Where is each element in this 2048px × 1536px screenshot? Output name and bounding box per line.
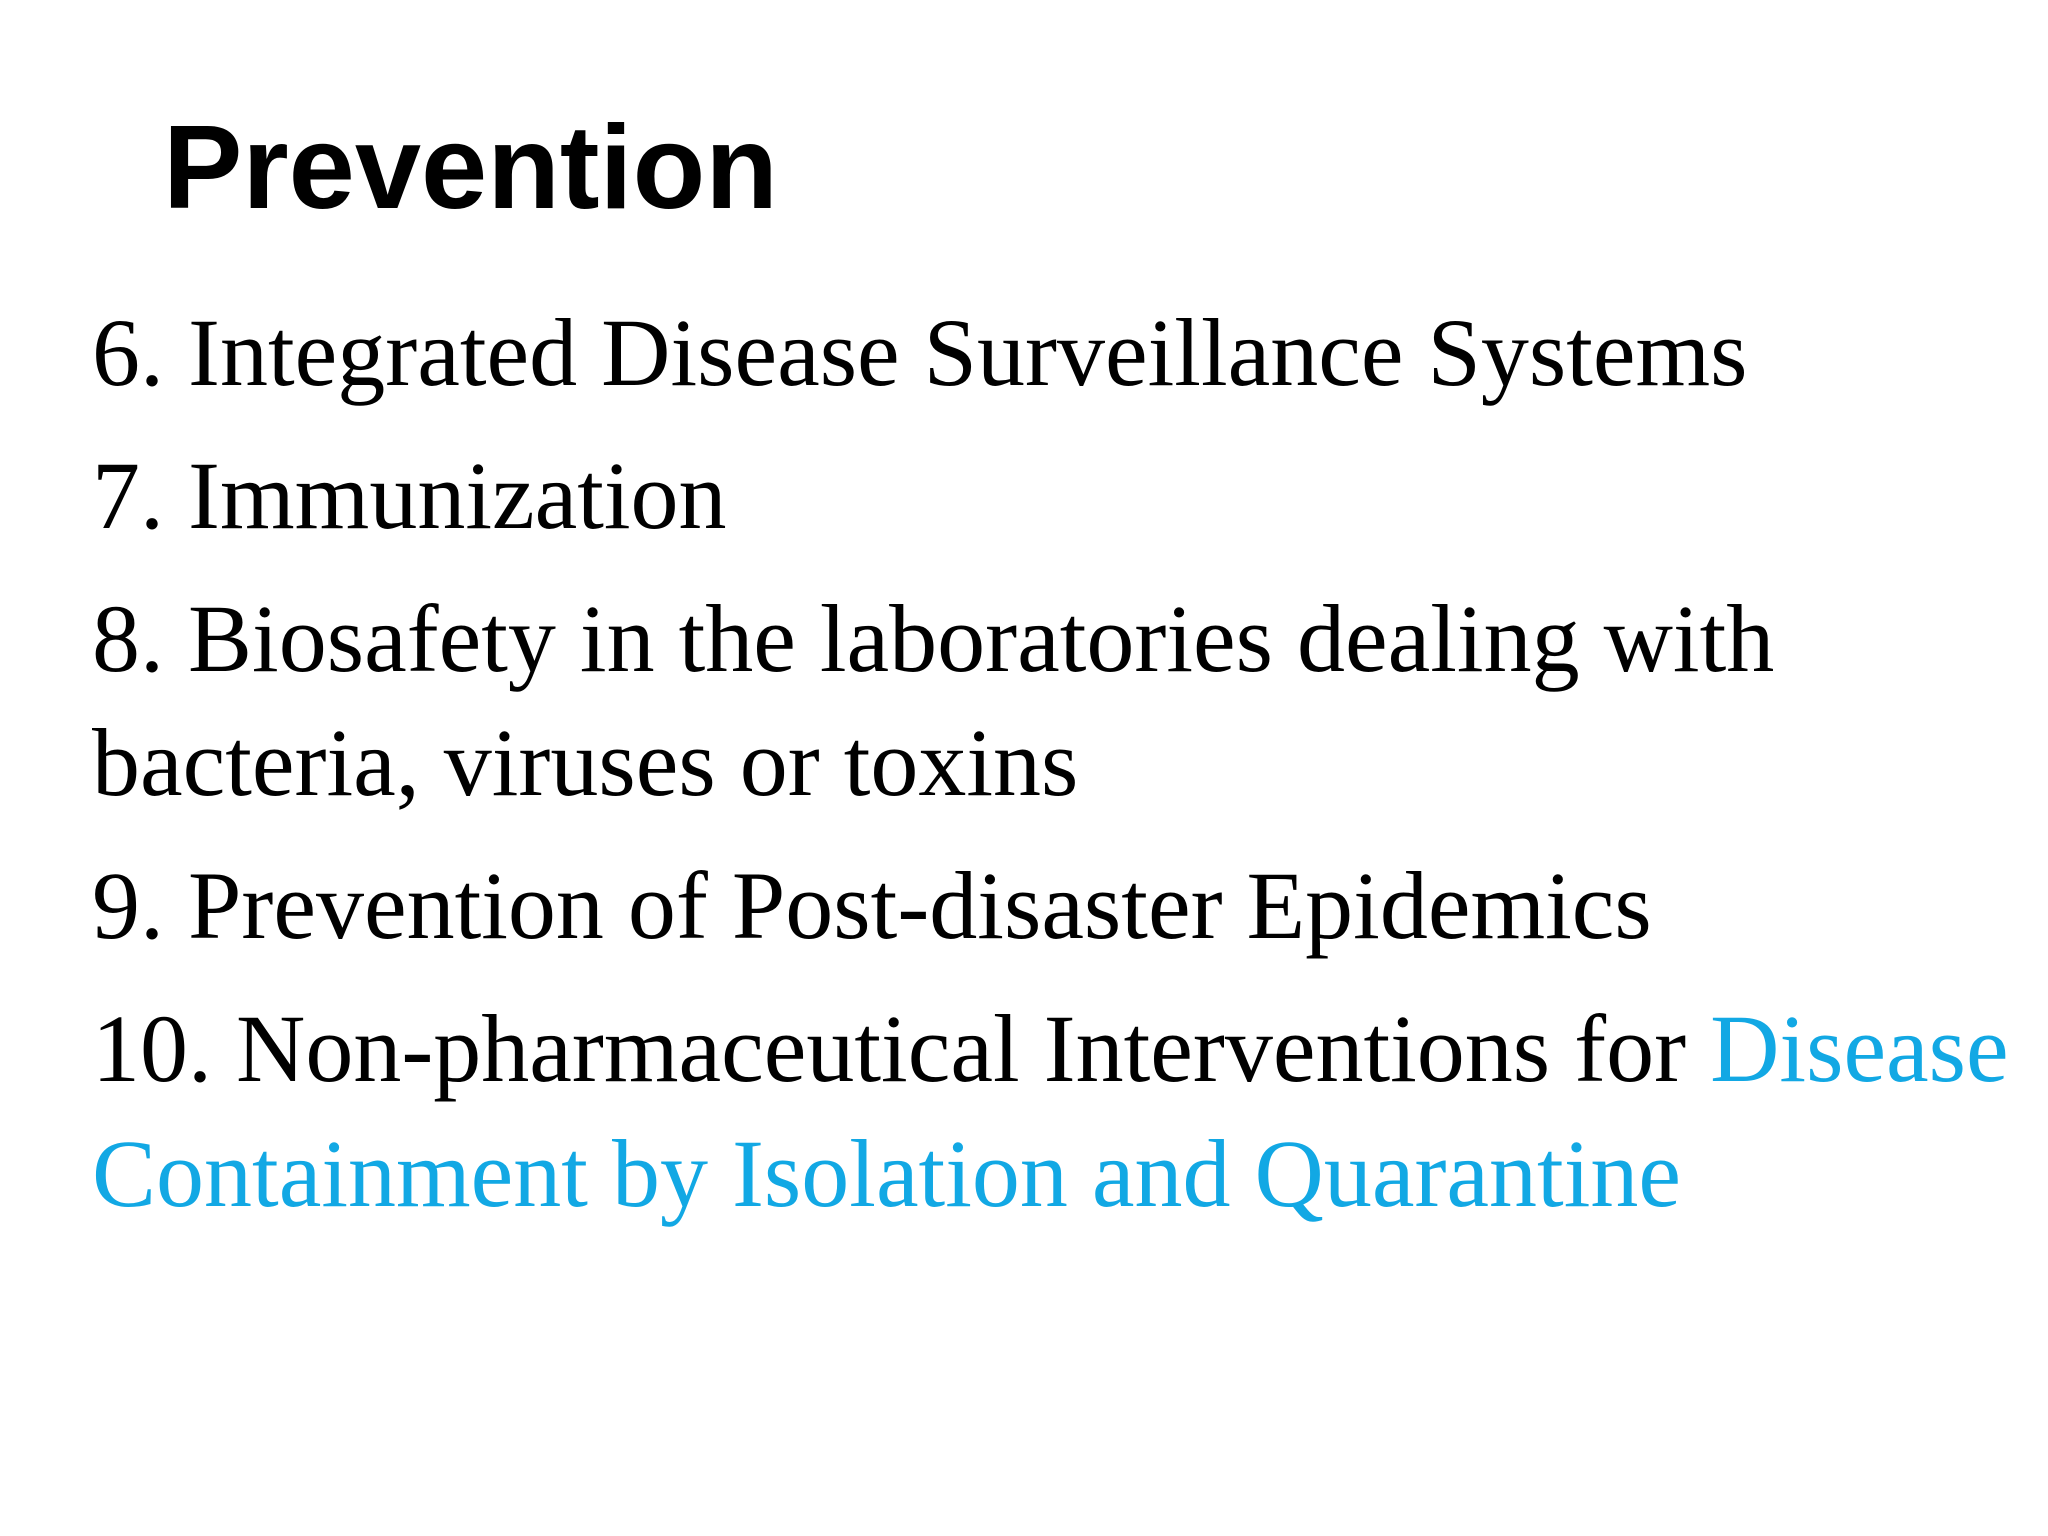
list-item: 8. Biosafety in the laboratories dealing with bacteria, viruses or toxins xyxy=(92,584,1775,817)
list-item xyxy=(92,987,2012,1237)
list-item: 9. Prevention of Post-disaster Epidemics xyxy=(92,852,1652,960)
prevention-list xyxy=(92,291,2012,1255)
highlighted-text: Disease Containment by Isolation and Quarantine xyxy=(92,994,2009,1227)
list-item: 6. Integrated Disease Surveillance Systems xyxy=(92,299,1748,406)
list-item-text: 10. Non-pharmaceutical Interventions for xyxy=(92,994,1711,1102)
slide-title: Prevention xyxy=(163,101,778,234)
list-item: 7. Immunization xyxy=(92,441,727,549)
